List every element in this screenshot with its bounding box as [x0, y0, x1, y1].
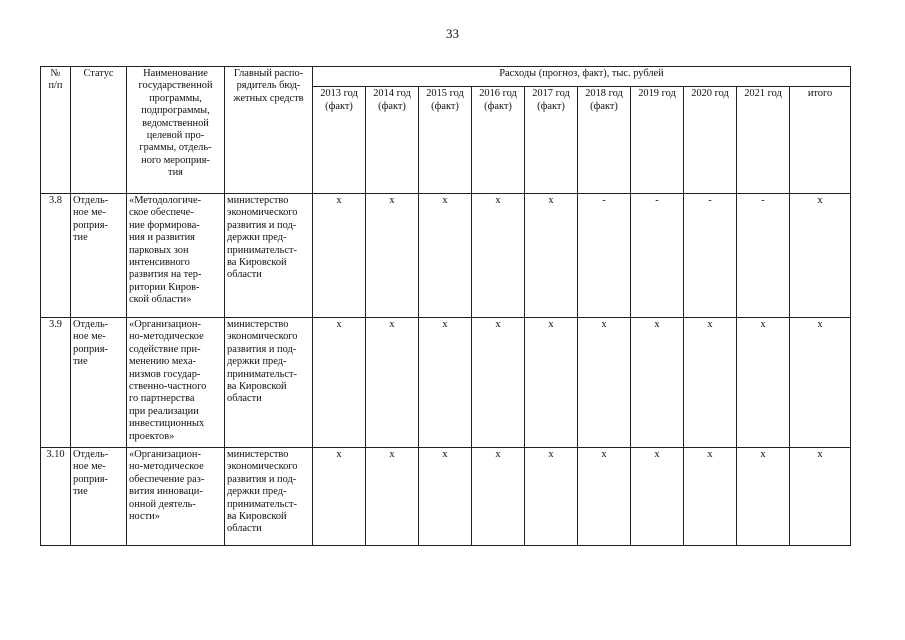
row-value-2013: х — [313, 318, 366, 448]
header-administrator — [225, 67, 313, 194]
header-year-note: (факт) — [590, 100, 618, 112]
header-status-text: Статус — [83, 68, 114, 79]
header-num — [41, 67, 71, 194]
header-year-2015 — [419, 87, 472, 194]
header-status — [71, 67, 127, 194]
row-value-2016: х — [472, 194, 525, 318]
row-value-2015: х — [419, 318, 472, 448]
header-year-2017 — [525, 87, 578, 194]
row-value-2017: х — [525, 194, 578, 318]
header-year-label: 2017 год — [532, 88, 570, 100]
row-value-2019: - — [631, 194, 684, 318]
header-total — [790, 87, 851, 194]
header-year-label: 2021 год — [744, 88, 782, 100]
table-row — [41, 194, 851, 318]
row-administrator: министерство экономического развития и под- держки пред- принимательст- ва Кировской области — [225, 194, 313, 318]
row-value-2014: х — [366, 448, 419, 546]
row-name: «Организацион- но-методическое содействие при- менению меха- низмов государ- ственно-частного го партнерства при реализации инвестиционных проектов» — [127, 318, 225, 448]
header-num-text: № п/п — [48, 68, 63, 92]
header-year-label: 2013 год — [320, 88, 358, 100]
row-value-2013: х — [313, 448, 366, 546]
row-value-2017: х — [525, 318, 578, 448]
row-value-total: х — [790, 194, 851, 318]
row-num: 3.8 — [41, 194, 71, 318]
header-year-note: (факт) — [378, 100, 406, 112]
header-year-label: 2014 год — [373, 88, 411, 100]
header-row-top — [41, 67, 851, 87]
row-num: 3.10 — [41, 448, 71, 546]
row-value-2018: х — [578, 318, 631, 448]
header-name-text: Наименование государственной программы, подпрограммы, ведомственной целевой про- граммы, отдель- ного мероприя- тия — [138, 68, 213, 179]
row-value-2016: х — [472, 448, 525, 546]
header-year-note: (факт) — [537, 100, 565, 112]
header-year-2016 — [472, 87, 525, 194]
header-year-2021 — [737, 87, 790, 194]
table-row — [41, 448, 851, 546]
header-year-2014 — [366, 87, 419, 194]
row-value-2017: х — [525, 448, 578, 546]
header-year-2018 — [578, 87, 631, 194]
row-value-2021: х — [737, 448, 790, 546]
row-status: Отдель- ное ме- роприя- тие — [71, 194, 127, 318]
row-value-2021: - — [737, 194, 790, 318]
row-value-2013: х — [313, 194, 366, 318]
row-status: Отдель- ное ме- роприя- тие — [71, 318, 127, 448]
header-administrator-text: Главный распо- рядитель бюд- жетных средств — [233, 68, 304, 104]
header-year-label: 2020 год — [691, 88, 729, 100]
table-row — [41, 318, 851, 448]
header-expenses-group — [313, 67, 851, 87]
row-value-2021: х — [737, 318, 790, 448]
header-expenses-group-text: Расходы (прогноз, факт), тыс. рублей — [499, 68, 664, 79]
row-value-2019: х — [631, 448, 684, 546]
row-value-2018: - — [578, 194, 631, 318]
header-year-label: 2016 год — [479, 88, 517, 100]
page-number: 33 — [446, 26, 459, 41]
row-num: 3.9 — [41, 318, 71, 448]
row-name: «Методологиче- ское обеспече- ние формирова- ния и развития парковых зон интенсивного развития на тер- ритории Киров- ской области» — [127, 194, 225, 318]
header-total-label: итого — [807, 88, 833, 100]
row-status: Отдель- ное ме- роприя- тие — [71, 448, 127, 546]
row-administrator: министерство экономического развития и под- держки пред- принимательст- ва Кировской области — [225, 448, 313, 546]
row-value-2014: х — [366, 318, 419, 448]
row-administrator: министерство экономического развития и под- держки пред- принимательст- ва Кировской области — [225, 318, 313, 448]
row-value-total: х — [790, 448, 851, 546]
header-year-note: (факт) — [484, 100, 512, 112]
header-year-2019 — [631, 87, 684, 194]
row-value-2015: х — [419, 448, 472, 546]
row-name: «Организацион- но-методическое обеспечение раз- вития инноваци- онной деятель- ности» — [127, 448, 225, 546]
header-year-2013 — [313, 87, 366, 194]
row-value-total: х — [790, 318, 851, 448]
header-name — [127, 67, 225, 194]
row-value-2020: - — [684, 194, 737, 318]
header-year-note: (факт) — [325, 100, 353, 112]
row-value-2014: х — [366, 194, 419, 318]
row-value-2015: х — [419, 194, 472, 318]
row-value-2020: х — [684, 448, 737, 546]
header-year-label: 2018 год — [585, 88, 623, 100]
row-value-2019: х — [631, 318, 684, 448]
header-year-label: 2019 год — [638, 88, 676, 100]
row-value-2016: х — [472, 318, 525, 448]
row-value-2018: х — [578, 448, 631, 546]
expenses-table — [40, 66, 851, 546]
header-year-label: 2015 год — [426, 88, 464, 100]
header-year-2020 — [684, 87, 737, 194]
header-year-note: (факт) — [431, 100, 459, 112]
row-value-2020: х — [684, 318, 737, 448]
